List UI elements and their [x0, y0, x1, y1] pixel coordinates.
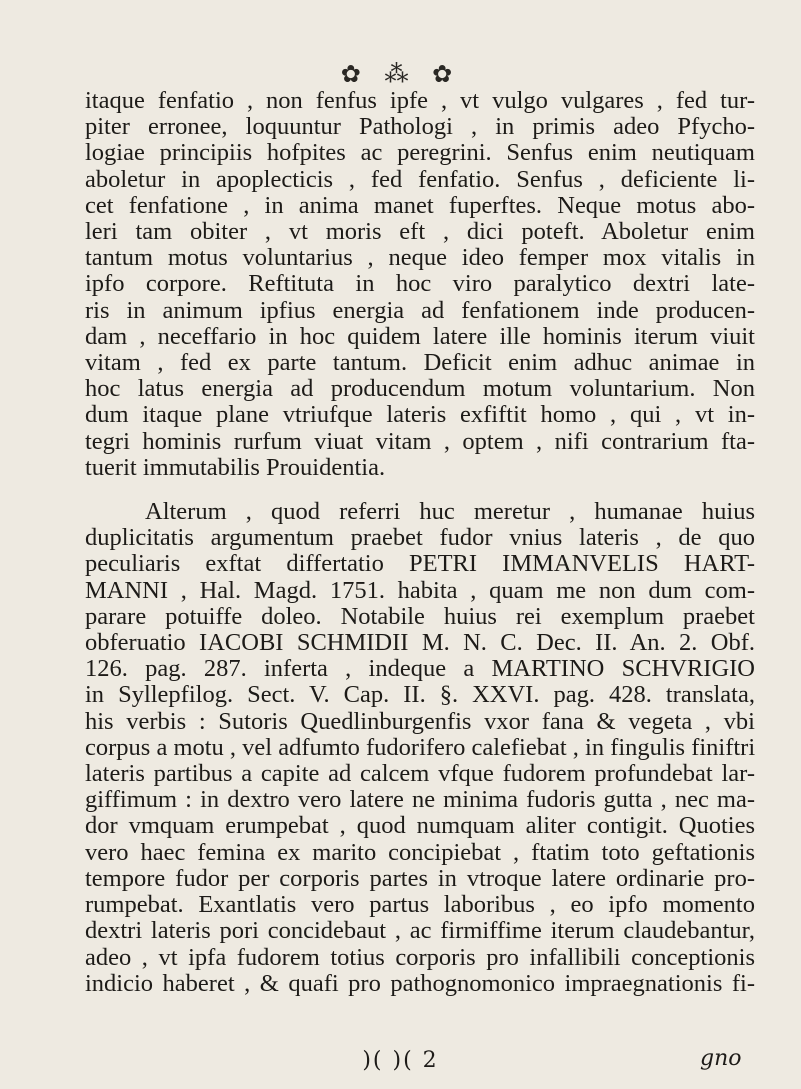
text-line: tuerit immutabilis Prouidentia. — [85, 453, 386, 481]
paragraph-1 — [85, 88, 755, 481]
text-line: ris in animum ipfius energia ad fenfationem inde producen- — [85, 296, 755, 324]
header-ornament: ✿ ⁂ ✿ — [340, 60, 461, 88]
text-line: 126. pag. 287. inferta , indeque a MARTINO SCHVRIGIO — [85, 655, 755, 683]
text-line: adeo , vt ipfa fudorem totius corporis pro infallibili conceptionis — [85, 943, 755, 971]
text-line: cet fenfatione , in anima manet fuperftes. Neque motus abo- — [85, 191, 755, 219]
text-line: vero haec femina ex marito concipiebat , ftatim toto geftationis — [85, 838, 755, 866]
catchword: gno — [700, 1046, 742, 1071]
text-line: corpus a motu , vel adfumto fudorifero calefiebat , in fingulis finiftri — [85, 733, 756, 761]
text-line: aboletur in apoplecticis , fed fenfatio. Senfus , deficiente li- — [85, 165, 755, 193]
text-line: lateris partibus a capite ad calcem vfque fudorem profundebat lar- — [85, 760, 755, 788]
text-line: indicio haberet , & quafi pro pathognomonico impraegnationis fi- — [85, 969, 755, 997]
text-line: leri tam obiter , vt moris eft , dici poteft. Aboletur enim — [85, 218, 755, 246]
text-line: MANNI , Hal. Magd. 1751. habita , quam me non dum com- — [85, 576, 755, 604]
text-line: parare potuiffe doleo. Notabile huius rei exemplum praebet — [85, 602, 755, 630]
text-line: obferuatio IACOBI SCHMIDII M. N. C. Dec. II. An. 2. Obf. — [85, 629, 755, 657]
text-line: tempore fudor per corporis partes in vtroque latere ordinarie pro- — [85, 864, 755, 892]
text-line: in Syllepfilog. Sect. V. Cap. II. §. XXVI. pag. 428. translata, — [85, 681, 755, 709]
text-line: tegri hominis rurfum viuat vitam , optem , nifi contrarium fta- — [85, 427, 755, 455]
body-text — [85, 88, 755, 997]
signature-mark: )( )( 2 — [362, 1048, 439, 1073]
text-line: itaque fenfatio , non fenfus ipfe , vt vulgo vulgares , fed tur- — [85, 87, 755, 114]
text-line: dextri lateris pori concidebaut , ac firmiffime iterum claudebantur, — [85, 917, 755, 945]
text-line: dam , neceffario in hoc quidem latere ille hominis iterum viuit — [85, 322, 755, 350]
text-line: rumpebat. Exantlatis vero partus laboribus , eo ipfo momento — [85, 891, 755, 919]
text-line: peculiaris exftat differtatio PETRI IMMANVELIS HART- — [85, 550, 755, 578]
text-line: hoc latus energia ad producendum motum voluntarium. Non — [85, 375, 755, 403]
paragraph-2 — [85, 499, 755, 997]
text-line: dum itaque plane vtriufque lateris exfiftit homo , qui , vt in- — [85, 401, 755, 429]
text-line: his verbis : Sutoris Quedlinburgenfis vxor fana & vegeta , vbi — [85, 707, 755, 735]
text-line: logiae principiis hofpites ac peregrini. Senfus enim neutiquam — [85, 139, 755, 167]
text-line: Alterum , quod referri huc meretur , humanae huius — [145, 498, 755, 526]
text-line: duplicitatis argumentum praebet fudor vnius lateris , de quo — [85, 524, 755, 552]
text-line: dor vmquam erumpebat , quod numquam aliter contigit. Quoties — [85, 812, 755, 840]
text-line: ipfo corpore. Reftituta in hoc viro paralytico dextri late- — [85, 270, 755, 298]
text-line: tantum motus voluntarius , neque ideo femper mox vitalis in — [85, 244, 755, 272]
text-line: giffimum : in dextro vero latere ne minima fudoris gutta , nec ma- — [85, 786, 755, 814]
text-line: piter erronee, loquuntur Pathologi , in primis adeo Pfycho- — [85, 113, 755, 141]
text-line: vitam , fed ex parte tantum. Deficit enim adhuc animae in — [85, 349, 755, 377]
